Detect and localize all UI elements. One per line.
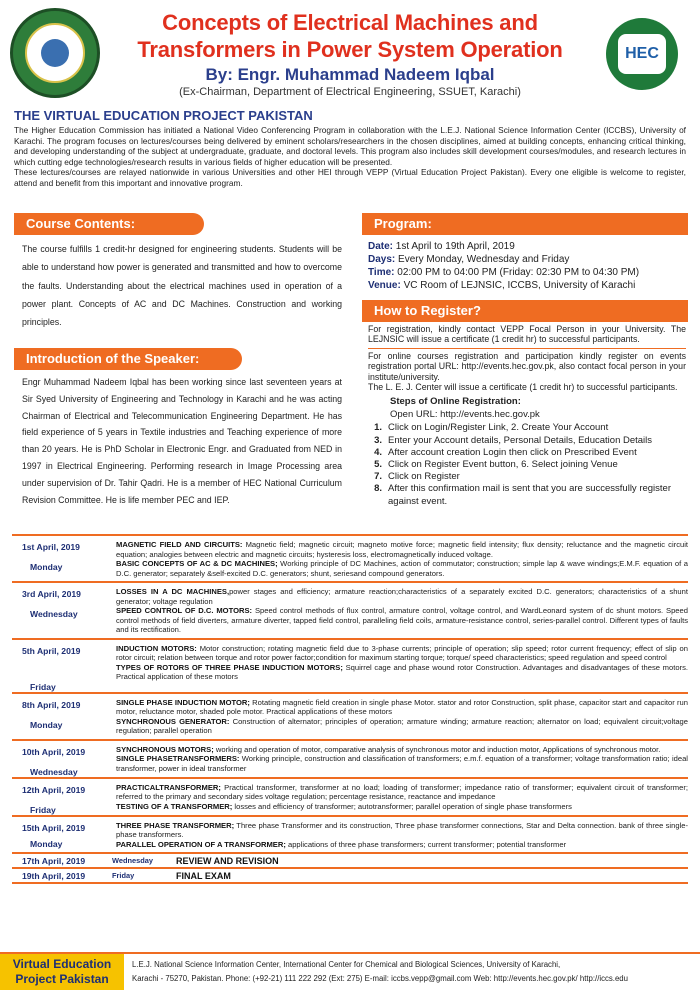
speaker-byline: By: Engr. Muhammad Nadeem Iqbal	[205, 65, 495, 84]
schedule-topics: LOSSES IN A DC MACHINES,power stages and efficiency; armature reaction;characteristics of a separately excited D.C. generators; characteristics of a shunt generator; voltage regulation SPEED CONTROL OF D.C. MOTORS: Speed control methods of flux control, armature control, voltage control, and WardLeonard system of dc shunt motors. Speed control methods of field diverters, armature diverter, tapped field control, paralleling field coils, armature-resistance control, series-parallel control. Different types of faults and its rectification.	[116, 587, 688, 634]
vepp-brand-line2: Project Pakistan	[15, 972, 109, 986]
program-days-row: Days: Every Monday, Wednesday and Friday	[368, 254, 570, 265]
schedule-row-short	[12, 869, 688, 884]
footer-phone-email-web: Karachi - 75270, Pakistan. Phone: (+92-21) 111 222 292 (Ext: 275) E-mail: iccbs.vepp@gmail.com Web: http://events.hec.gov.pk/ http://iccs.edu	[132, 974, 628, 983]
speaker-intro-text: Engr Muhammad Nadeem Iqbal has been working since last seventeen years at Sir Syed University of Engineering and Technology in Karachi and he was acting Chairman of Electrical and Telecommunication Engineering Department. He has field experience of 5 years in Textile industries and Teaching experience of more than 20 years. He is PhD Scholar in Electronic Engr. and Graduated from NED in 1997 in Electrical Engineering. Performing research in Image Processing area under supervision of Dr. Tahir Qadri. He is a member of HEC National Curriculum Revision Committee. He is life member PEC and IEP.	[22, 377, 342, 505]
course-contents-heading: Course Contents:	[14, 213, 204, 235]
step-item: 5. Click on Register Event button, 6. Select joining Venue	[374, 459, 618, 471]
schedule-date-cell	[12, 779, 112, 815]
schedule-day: Wednesday	[30, 609, 78, 619]
register-heading: How to Register?	[362, 300, 688, 322]
schedule-topic-title: REVIEW AND REVISION	[176, 855, 279, 866]
schedule-day: Monday	[30, 838, 63, 849]
program-date-row: Date: 1st April to 19th April, 2019	[368, 241, 515, 252]
poster-title-line1: Concepts of Electrical Machines and	[162, 10, 538, 35]
schedule-day: Friday	[112, 871, 135, 880]
schedule-row-short	[12, 854, 688, 869]
schedule-row	[12, 817, 688, 855]
vepp-brand	[0, 954, 124, 990]
schedule-row	[12, 779, 688, 817]
speaker-intro-heading: Introduction of the Speaker:	[14, 348, 242, 370]
schedule-row	[12, 640, 688, 694]
schedule-day: Monday	[30, 719, 63, 730]
schedule-date: 3rd April, 2019	[22, 589, 81, 599]
schedule-topics: THREE PHASE TRANSFORMER; Three phase Transformer and its construction, Three phase transformer connections, Star and Delta connection. bank of three single-phase transformers. PARALLEL OPERATION OF A TRANSFORMER; applications of three phase transformers; current transformer; potential transformer	[116, 820, 688, 849]
footer-address: L.E.J. National Science Information Center, International Center for Chemical and Biological Sciences, University of Karachi,	[132, 960, 561, 969]
steps-title: Steps of Online Registration:	[390, 396, 521, 408]
schedule-topics: PRACTICALTRANSFORMER; Practical transformer, transformer at no load; loading of transformer; impedance ratio of transformer; equivalent circuit of transformer; referred to the primary and secondary sides voltage regulation; percentage resistance, reactance and impedance TESTING OF A TRANSFORMER; losses and efficiency of transformer; autotransformer; parallel operation of single phase transformers	[116, 782, 688, 811]
schedule-row	[12, 694, 688, 741]
registration-steps	[368, 422, 686, 507]
poster-header	[0, 0, 700, 104]
schedule-date: 15th April, 2019	[22, 822, 86, 833]
schedule-day: Wednesday	[112, 856, 153, 865]
schedule-day: Wednesday	[30, 766, 78, 777]
schedule-topics: MAGNETIC FIELD AND CIRCUITS: Magnetic field; magnetic circuit; magneto motive force; magnetic field intensity; flux density; reluctance and the magnetic circuit equation; analogies between electric and magnetic circuits; hysteresis loss, electromagnetically induced voltage. BASIC CONCEPTS OF AC & DC MACHINES; Working principle of DC Machines, action of commutator; construction; simple lap & wave windings;E.M.F. equation of a D.C. generator; separately &self-excited D.C. generators; shunt, seriesand compound generators.	[116, 540, 689, 578]
schedule-day: Friday	[30, 804, 56, 815]
schedule-topics: INDUCTION MOTORS: Motor construction; rotating magnetic field due to 3-phase currents; principle of operation; slip speed; rotor current frequency; effect of slip on rotor circuit; relation between torque and rotor power factor;condition for maximum starting torque; torque/ speed characteristics; speed regulation and speed control TYPES OF ROTORS OF THREE PHASE INDUCTION MOTORS; Squirrel cage and phase wound rotor Construction. Advantages and disadvantages of these motors. Practical application of these motors	[116, 643, 688, 681]
speaker-affiliation: (Ex-Chairman, Department of Electrical Engineering, SSUET, Karachi)	[179, 86, 521, 98]
schedule-day: Friday	[30, 681, 56, 692]
lecture-schedule	[12, 534, 688, 884]
step-item: 7. Click on Register	[374, 471, 460, 483]
schedule-date: 17th April, 2019	[22, 855, 86, 866]
steps-url: Open URL: http://events.hec.gov.pk	[390, 409, 540, 421]
hec-logo-text: HEC	[618, 34, 666, 74]
iccbs-logo	[10, 8, 100, 98]
schedule-row	[12, 536, 688, 583]
schedule-date: 19th April, 2019	[22, 870, 86, 881]
vepp-description	[14, 125, 686, 189]
schedule-date-cell	[12, 741, 112, 777]
step-item: 1. Click on Login/Register Link, 2. Create Your Account	[374, 422, 609, 434]
step-item: 4. After account creation Login then click on Prescribed Event	[374, 446, 637, 458]
schedule-topic-title: FINAL EXAM	[176, 870, 231, 881]
schedule-date: 1st April, 2019	[22, 542, 80, 552]
schedule-row	[12, 583, 688, 640]
schedule-date-cell	[12, 817, 112, 853]
poster-footer	[0, 952, 700, 990]
schedule-date-cell	[12, 640, 112, 692]
schedule-date-cell	[12, 694, 112, 739]
schedule-topics: SYNCHRONOUS MOTORS; working and operation of motor, comparative analysis of synchronous motor and induction motor, Applications of synchronous motor. SINGLE PHASETRANSFORMERS: Working principle, construction and classification of transformers; e.m.f. equation of a transformer; voltage transformation ratio; ideal transformer, power in ideal transformer	[116, 744, 688, 773]
program-venue-row: Venue: VC Room of LEJNSIC, ICCBS, University of Karachi	[368, 280, 636, 291]
schedule-topics: SINGLE PHASE INDUCTION MOTOR; Rotating magnetic field creation in single phase Motor. stator and rotor Construction, split phase, capacitor start and capacitor run motor, reluctance motor, shaded pole motor. Practical applications of these motors SYNCHRONOUS GENERATOR: Construction of alternator; principles of operation; armature winding; armature reaction; alternator on load; equivalent circuit;voltage regulation; parallel operation	[116, 697, 688, 735]
step-item: 8. After this confirmation mail is sent that you are successfully register against event.	[374, 483, 672, 507]
schedule-day: Monday	[30, 562, 63, 572]
program-time-row: Time: 02:00 PM to 04:00 PM (Friday: 02:30 PM to 04:30 PM)	[368, 267, 640, 278]
footer-contact	[132, 958, 692, 986]
step-item: 3. Enter your Account details, Personal Details, Education Details	[374, 434, 653, 446]
course-contents-text: The course fulfills 1 credit-hr designed for engineering students. Students will be able to understand how power is generated and transmitted and how to overcome the faults. Understanding about the electrical machines used in operation of a power plant. Concepts of AC and DC Machines. Construction and working principles.	[22, 244, 342, 328]
schedule-date: 10th April, 2019	[22, 746, 86, 757]
schedule-date-cell	[12, 583, 112, 638]
hec-logo	[600, 14, 684, 94]
vepp-paragraph-2: These lectures/courses are relayed nationwide in various Universities and other HEI through VEPP (Virtual Education Project Pakistan). Every one eligible is welcome to register, attend and benefit from this important and innovative program.	[14, 167, 686, 188]
vepp-title: THE VIRTUAL EDUCATION PROJECT PAKISTAN	[14, 108, 313, 123]
register-paragraph-1: For registration, kindly contact VEPP Focal Person in your University. The LEJNSIC will issue a certificate (1 credit hr) to successful participants.	[368, 324, 686, 345]
schedule-date-cell	[12, 536, 112, 581]
program-details	[368, 240, 688, 292]
program-heading: Program:	[362, 213, 688, 235]
schedule-date: 12th April, 2019	[22, 784, 86, 795]
vepp-brand-line1: Virtual Education	[12, 957, 112, 971]
schedule-date: 5th April, 2019	[22, 645, 81, 656]
register-details	[368, 324, 686, 508]
schedule-row	[12, 741, 688, 779]
schedule-date: 8th April, 2019	[22, 699, 81, 710]
register-paragraph-2: For online courses registration and participation kindly register on events registration portal URL: http://events.hec.gov.pk, also contact focal person in your institute/university.	[368, 350, 686, 382]
vepp-paragraph-1: The Higher Education Commission has initiated a National Video Conferencing Program in collaboration with the L.E.J. National Science Information Center (ICCBS), University of Karachi. The program focuses on lectures/courses being delivered by eminent scholars/researchers in the chosen disciplines, aimed at building concepts, enhancing critical thinking, and developing understanding of the subject at undergraduate, graduate, and doctoral levels. This program also includes skill development courses/modules, and research lectures in which cutting edge technologies/research results in various fields of higher education will be presented.	[14, 125, 686, 167]
register-paragraph-3: The L. E. J. Center will issue a certificate (1 credit hr) to successful participants.	[368, 382, 678, 393]
poster-title-line2: Transformers in Power System Operation	[137, 37, 563, 62]
